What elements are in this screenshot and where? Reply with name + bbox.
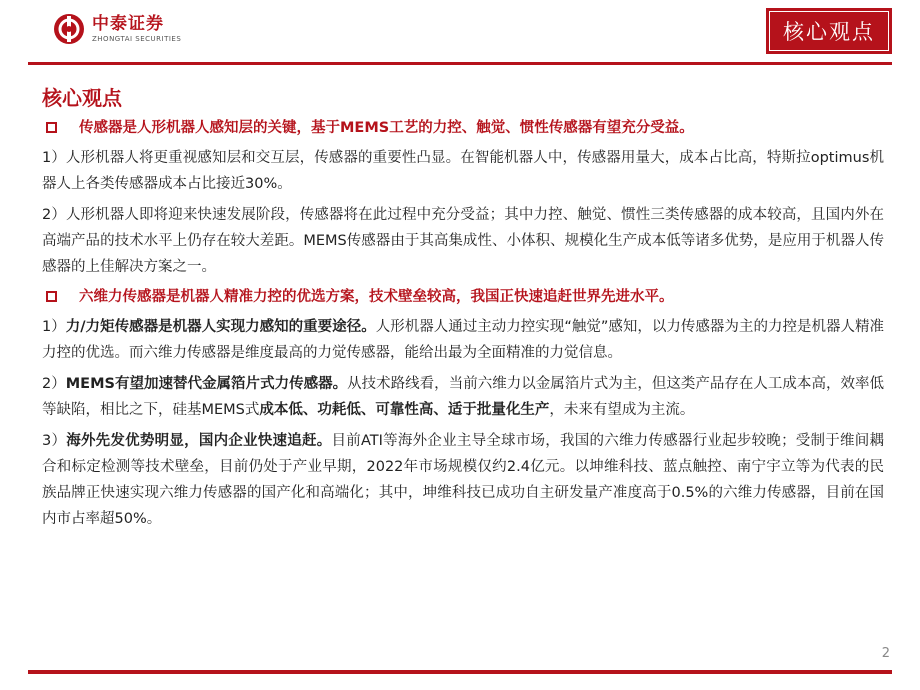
square-bullet-icon — [46, 291, 57, 302]
section-title: 核心观点 — [42, 86, 122, 110]
bullet-point-1 — [42, 116, 884, 140]
bullet-1-text: 传感器是人形机器人感知层的关键，基于MEMS工艺的力控、触觉、惯性传感器有望充分受益。 — [79, 120, 694, 136]
paragraph-2-2-emphasis: 成本低、功耗低、可靠性高、适于批量化生产 — [259, 402, 550, 418]
header — [0, 0, 920, 66]
header-divider — [28, 62, 892, 65]
logo-en-text: ZHONGTAI SECURITIES — [92, 35, 182, 43]
paragraph-2-1-body: 人形机器人通过主动力控实现“触觉”感知，以力传感器为主的力控是机器人精准力控的优选。而六维力传感器是维度最高的力觉传感器，能给出最为全面精准的力觉信息。 — [42, 319, 884, 361]
paragraph-1-1: 1）人形机器人将更重视感知层和交互层，传感器的重要性凸显。在智能机器人中，传感器用量大，成本占比高，特斯拉optimus机器人上各类传感器成本占比接近30%。 — [42, 150, 884, 192]
paragraph-2-2-tail: ，未来有望成为主流。 — [549, 402, 695, 418]
paragraph-2-1 — [42, 314, 884, 366]
page-title-badge: 核心观点 — [766, 8, 892, 54]
square-bullet-icon — [46, 122, 57, 133]
bullet-2-text: 六维力传感器是机器人精准力控的优选方案，技术壁垒较高，我国正快速追赶世界先进水平。 — [79, 289, 674, 305]
paragraph-2-1-num: 1） — [42, 319, 66, 335]
paragraph-2-2-body: 从技术路线看，当前六维力以金属箔片式为主，但这类产品存在人工成本高，效率低等缺陷，相比之下，硅基MEMS式 — [42, 376, 884, 418]
bullet-point-2 — [42, 285, 884, 309]
paragraph-2-2 — [42, 371, 884, 423]
page-number: 2 — [881, 646, 890, 661]
zhongtai-logo-icon — [52, 12, 86, 46]
footer-divider — [28, 670, 892, 674]
paragraph-2-2-lead: MEMS有望加速替代金属箔片式力传感器。 — [65, 376, 348, 392]
paragraph-1-2: 2）人形机器人即将迎来快速发展阶段，传感器将在此过程中充分受益；其中力控、触觉、惯性三类传感器的成本较高，且国内外在高端产品的技术水平上仍存在较大差距。MEMS传感器由于其高集成性、小体积、规模化生产成本低等诸多优势，是应用于机器人传感器的上佳解决方案之一。 — [42, 207, 884, 275]
paragraph-2-3-lead: 海外先发优势明显，国内企业快速追赶。 — [66, 433, 332, 449]
paragraph-2-1-lead: 力/力矩传感器是机器人实现力感知的重要途径。 — [65, 319, 376, 335]
paragraph-2-3-num: 3） — [42, 433, 67, 449]
paragraph-2-3 — [42, 428, 884, 532]
paragraph-2-3-body: 目前ATI等海外企业主导全球市场，我国的六维力传感器行业起步较晚；受制于维间耦合和标定检测等技术壁垒，目前仍处于产业早期，2022年市场规模仅约2.4亿元。以坤维科技、蓝点触控、南宁宇立等为代表的民族品牌正快速实现六维力传感器的国产化和高端化；其中，坤维科技已成功自主研发量产准度高于0.5%的六维力传感器，目前在国内市占率超50%。 — [42, 433, 884, 527]
main-content — [42, 84, 884, 537]
logo-cn-text: 中泰证券 — [92, 14, 164, 34]
paragraph-2-2-num: 2） — [42, 376, 66, 392]
company-logo — [52, 12, 181, 46]
